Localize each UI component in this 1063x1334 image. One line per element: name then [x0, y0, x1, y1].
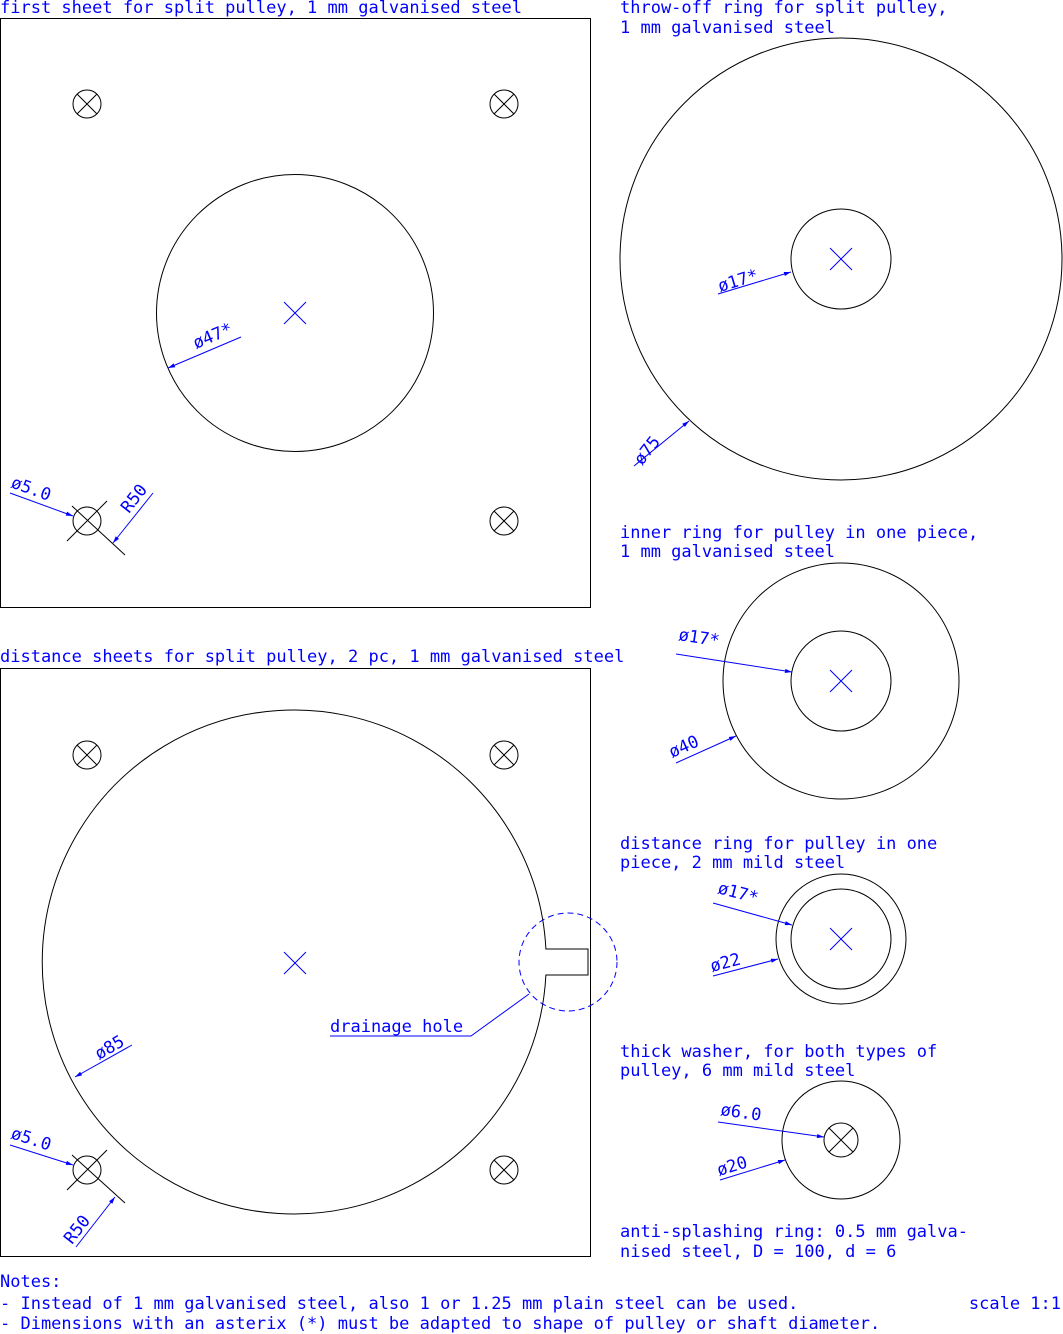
anti-splashing-line: nised steel, D = 100, d = 6 — [620, 1242, 897, 1262]
first-sheet-bolt-hole — [73, 90, 101, 118]
inner-ring-dim-inner: ø17* — [677, 625, 721, 652]
first-sheet-bolt-hole — [490, 90, 518, 118]
distance-sheets-bolt-hole — [490, 741, 518, 769]
first-sheet-title: first sheet for split pulley, 1 mm galvanised steel — [0, 0, 522, 18]
anti-splashing-note — [620, 1222, 968, 1262]
distance-ring-part — [620, 834, 937, 1004]
thick-washer-dim-inner: ø6.0 — [719, 1100, 763, 1126]
distance-sheets-part — [0, 647, 624, 1257]
notes-line: - Dimensions with an asterix (*) must be adapted to shape of pulley or shaft diameter. — [0, 1314, 881, 1334]
distance-sheets-center-cutout — [42, 710, 588, 1214]
scale-label: scale 1:1 — [968, 1294, 1061, 1314]
first-sheet-bolt-hole — [490, 507, 518, 535]
first-sheet-bolt-hole — [67, 501, 125, 555]
distance-sheets-dim-center: ø85 — [91, 1031, 129, 1065]
distance-ring-center-mark — [830, 928, 852, 950]
throw-off-ring-title: throw-off ring for split pulley, — [620, 0, 948, 18]
notes-block — [0, 1272, 1061, 1334]
thick-washer-part — [620, 1042, 937, 1199]
inner-ring-title: 1 mm galvanised steel — [620, 542, 835, 562]
first-sheet-dim-radius: R50 — [117, 480, 152, 518]
distance-sheets-bolt-hole — [67, 1150, 125, 1203]
distance-ring-title: piece, 2 mm mild steel — [620, 853, 846, 873]
thick-washer-title: pulley, 6 mm mild steel — [620, 1061, 856, 1081]
throw-off-ring-dim-outer: ø75 — [630, 432, 665, 470]
throw-off-ring-title: 1 mm galvanised steel — [620, 18, 835, 38]
throw-off-ring-center-mark — [830, 248, 852, 270]
distance-sheets-bolt-hole — [490, 1156, 518, 1184]
inner-ring-dim-outer: ø40 — [665, 731, 703, 763]
first-sheet-dim-center: ø47* — [190, 319, 236, 354]
thick-washer-title: thick washer, for both types of — [620, 1042, 938, 1062]
distance-ring-dim-inner: ø17* — [715, 878, 761, 909]
first-sheet-part — [0, 0, 591, 608]
drainage-hole-label: drainage hole — [330, 1017, 464, 1037]
distance-sheets-bolt-hole — [73, 741, 101, 769]
distance-ring-title: distance ring for pulley in one — [620, 834, 938, 854]
first-sheet-center-mark — [284, 302, 306, 324]
dim-leader — [676, 654, 792, 672]
thick-washer-hole — [824, 1123, 858, 1157]
anti-splashing-line: anti-splashing ring: 0.5 mm galva- — [620, 1222, 968, 1242]
throw-off-ring-part — [620, 0, 1062, 480]
inner-ring-part — [620, 523, 978, 799]
drainage-hole-detail-circle — [519, 913, 617, 1011]
distance-sheets-dim-radius: R50 — [60, 1211, 95, 1249]
distance-sheets-dim-bolt: ø5.0 — [8, 1123, 54, 1156]
thick-washer-dim-outer: ø20 — [714, 1152, 750, 1181]
distance-sheets-title: distance sheets for split pulley, 2 pc, 1 mm galvanised steel — [0, 647, 625, 667]
distance-sheets-center-mark — [284, 952, 306, 974]
notes-line: - Instead of 1 mm galvanised steel, also 1 or 1.25 mm plain steel can be used. — [0, 1294, 799, 1314]
notes-heading: Notes: — [0, 1272, 62, 1292]
distance-ring-dim-outer: ø22 — [708, 949, 743, 977]
inner-ring-center-mark — [830, 670, 852, 692]
first-sheet-dim-bolt: ø5.0 — [8, 472, 54, 506]
throw-off-ring-dim-inner: ø17* — [715, 265, 761, 297]
inner-ring-title: inner ring for pulley in one piece, — [620, 523, 979, 543]
dim-leader — [718, 1122, 824, 1137]
